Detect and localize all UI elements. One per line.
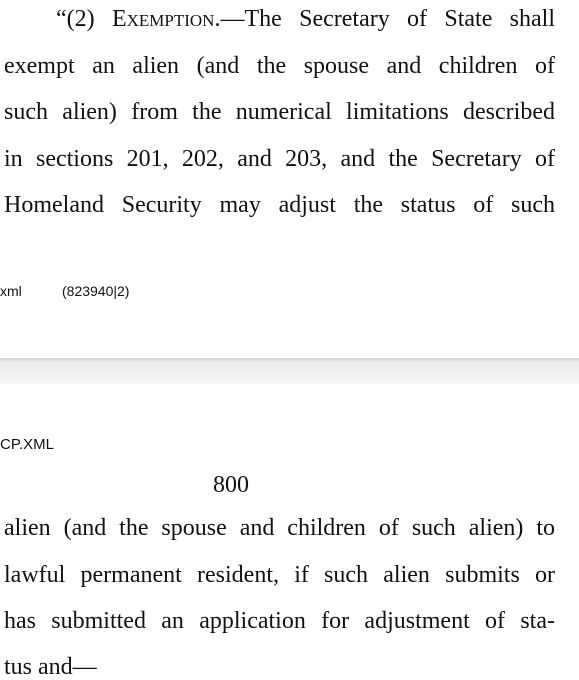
text-line-6: alien (and the spouse and children of such alien) to <box>4 515 555 541</box>
subsection-prefix: “(2) <box>56 6 112 32</box>
page-header-file-id: CP.XML <box>0 436 54 453</box>
subsection-text: .—The Secretary of State shall <box>214 6 555 32</box>
text-line-3: such alien) from the numerical limitations described <box>4 99 555 125</box>
footer-file-name: xml <box>0 283 22 299</box>
text-line-5: Homeland Security may adjust the status of such <box>4 192 555 218</box>
text-line-8: has submitted an application for adjustment of sta- <box>4 608 555 634</box>
text-line-4: in sections 201, 202, and 203, and the Secretary of <box>4 146 555 172</box>
footer-document-code: (823940|2) <box>62 283 130 299</box>
subsection-heading: Exemption <box>111 6 215 32</box>
page-separator <box>0 358 579 384</box>
page-number: 800 <box>213 472 249 498</box>
text-line-7: lawful permanent resident, if such alien submits or <box>4 562 555 588</box>
text-line-9: tus and— <box>4 654 97 680</box>
text-line-1 <box>56 4 555 34</box>
text-line-2: exempt an alien (and the spouse and children of <box>4 53 555 79</box>
